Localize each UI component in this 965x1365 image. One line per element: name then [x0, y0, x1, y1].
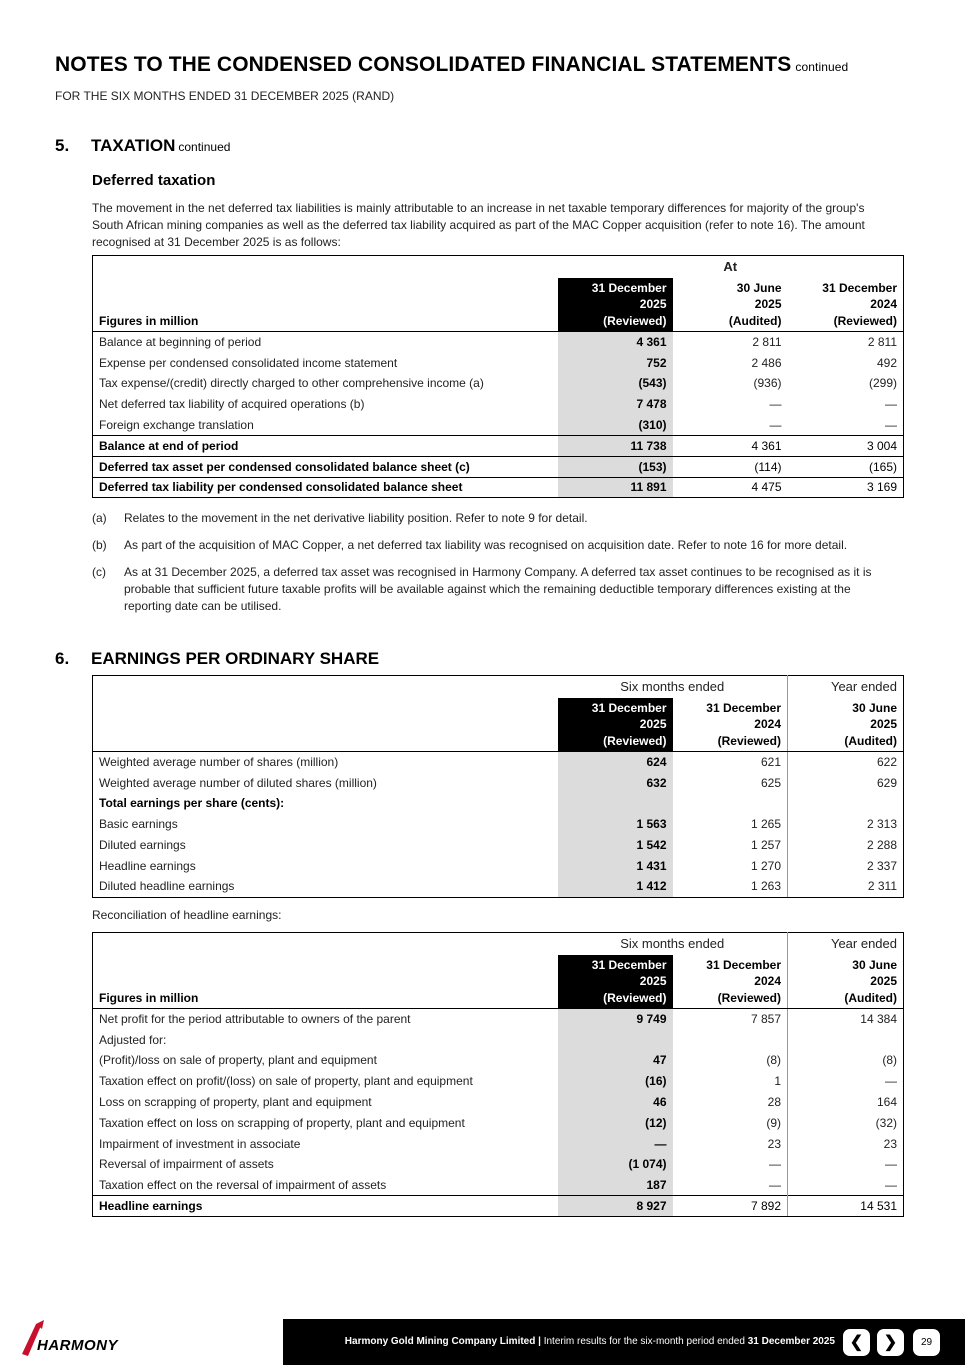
- reconciliation-label: Reconciliation of headline earnings:: [92, 908, 282, 922]
- group-header-year-ended: Year ended: [788, 933, 904, 955]
- table-row-total: Balance at end of period 11 738 4 361 3 004: [93, 435, 904, 456]
- col-header-1: 31 December 2025 (Reviewed): [558, 955, 673, 1009]
- eps-table: [92, 675, 904, 898]
- col-header-2: 31 December 2024 (Reviewed): [673, 698, 788, 752]
- page-title-text: NOTES TO THE CONDENSED CONSOLIDATED FINANCIAL STATEMENTS: [55, 53, 792, 76]
- footnote: (c) As at 31 December 2025, a deferred tax asset was recognised in Harmony Company. A deferred tax asset continues to be recognised as it is probable that sufficient future taxable profits will be available against which the remaining deductible temporary differences existing at the reporting date can be utilised.: [92, 565, 872, 613]
- table-row: Headline earnings 1 431 1 270 2 337: [93, 855, 904, 876]
- table-row: Weighted average number of shares (million) 624 621 622: [93, 752, 904, 773]
- next-page-button[interactable]: ❯: [877, 1329, 904, 1356]
- table-row: Weighted average number of diluted shares (million) 632 625 629: [93, 772, 904, 793]
- table-row-total: Deferred tax asset per condensed consolidated balance sheet (c) (153) (114) (165): [93, 456, 904, 477]
- table-row: Basic earnings 1 563 1 265 2 313: [93, 814, 904, 835]
- section-5-title: TAXATION: [91, 136, 176, 155]
- group-header-at: At: [723, 259, 738, 275]
- table-row: Diluted earnings 1 542 1 257 2 288: [93, 835, 904, 856]
- col-header-2: 30 June 2025 (Audited): [673, 278, 788, 332]
- previous-page-button[interactable]: ❮: [843, 1329, 870, 1356]
- table-row: Loss on scrapping of property, plant and equipment 46 28 164: [93, 1092, 904, 1113]
- section-6-heading: [55, 649, 379, 669]
- page-title-suffix: continued: [795, 60, 849, 74]
- table-row: Tax expense/(credit) directly charged to other comprehensive income (a) (543) (936) (299): [93, 373, 904, 394]
- table-row: Adjusted for:: [93, 1029, 904, 1050]
- page-title: [55, 53, 848, 77]
- section-6-number: 6.: [55, 649, 70, 668]
- table-row: Net deferred tax liability of acquired operations (b) 7 478 — —: [93, 394, 904, 415]
- table-row: Taxation effect on the reversal of impairment of assets 187 — —: [93, 1175, 904, 1196]
- page-subtitle: FOR THE SIX MONTHS ENDED 31 DECEMBER 2025 (RAND): [55, 89, 395, 103]
- table-row: Balance at beginning of period 4 361 2 811 2 811: [93, 332, 904, 353]
- deferred-taxation-heading: Deferred taxation: [92, 172, 216, 189]
- table-row: Taxation effect on profit/(loss) on sale of property, plant and equipment (16) 1 —: [93, 1071, 904, 1092]
- table-row: Expense per condensed consolidated income statement 752 2 486 492: [93, 352, 904, 373]
- table-row-total: Deferred tax liability per condensed consolidated balance sheet 11 891 4 475 3 169: [93, 477, 904, 498]
- col-header-2: 31 December 2024 (Reviewed): [673, 955, 788, 1009]
- footer-text: Harmony Gold Mining Company Limited | Interim results for the six-month period ended 31 December 2025: [344, 1336, 835, 1347]
- table-row: Taxation effect on loss on scrapping of property, plant and equipment (12) (9) (32): [93, 1112, 904, 1133]
- section-5-number: 5.: [55, 136, 70, 155]
- section-5-suffix: continued: [178, 140, 231, 154]
- group-header-year-ended: Year ended: [788, 676, 904, 698]
- table-row: Foreign exchange translation (310) — —: [93, 415, 904, 436]
- col-header-3: 30 June 2025 (Audited): [788, 698, 904, 752]
- deferred-tax-table: [92, 255, 904, 498]
- table-row-subheading: Total earnings per share (cents):: [93, 793, 904, 814]
- section-6-title: EARNINGS PER ORDINARY SHARE: [91, 649, 380, 668]
- table-row-total: Headline earnings 8 927 7 892 14 531: [93, 1196, 904, 1217]
- page-number: 29: [913, 1329, 940, 1356]
- section-5-heading: [55, 136, 230, 156]
- footnote: (a) Relates to the movement in the net derivative liability position. Refer to note 9 for detail.: [92, 511, 588, 525]
- group-header-six-months: Six months ended: [620, 679, 725, 695]
- col-header-1: 31 December 2025 (Reviewed): [558, 698, 673, 752]
- deferred-taxation-intro: The movement in the net deferred tax liabilities is mainly attributable to an increase in net taxable temporary differences for majority of the group's South African mining companies as well as the deferred tax liability acquired as part of the MAC Copper acquisition (refer to note 16). The amount recognised at 31 December 2025 is as follows:: [92, 201, 865, 249]
- figures-in-million-header: Figures in million: [93, 955, 558, 1009]
- col-header-3: 30 June 2025 (Audited): [788, 955, 904, 1009]
- table-row: Reversal of impairment of assets (1 074) — —: [93, 1154, 904, 1175]
- col-header-3: 31 December 2024 (Reviewed): [788, 278, 904, 332]
- headline-earnings-table: [92, 932, 904, 1217]
- table-row: Diluted headline earnings 1 412 1 263 2 311: [93, 876, 904, 897]
- figures-in-million-header: Figures in million: [93, 278, 558, 332]
- footnote: (b) As part of the acquisition of MAC Copper, a net deferred tax liability was recognised on acquisition date. Refer to note 16 for more detail.: [92, 538, 848, 552]
- table-row: Impairment of investment in associate — 23 23: [93, 1133, 904, 1154]
- col-header-1: 31 December 2025 (Reviewed): [558, 278, 673, 332]
- table-row: Net profit for the period attributable to owners of the parent 9 749 7 857 14 384: [93, 1009, 904, 1030]
- logo-text: HARMONY: [37, 1337, 118, 1354]
- footnotes: [92, 510, 882, 625]
- table-row: (Profit)/loss on sale of property, plant and equipment 47 (8) (8): [93, 1050, 904, 1071]
- group-header-six-months: Six months ended: [620, 936, 725, 952]
